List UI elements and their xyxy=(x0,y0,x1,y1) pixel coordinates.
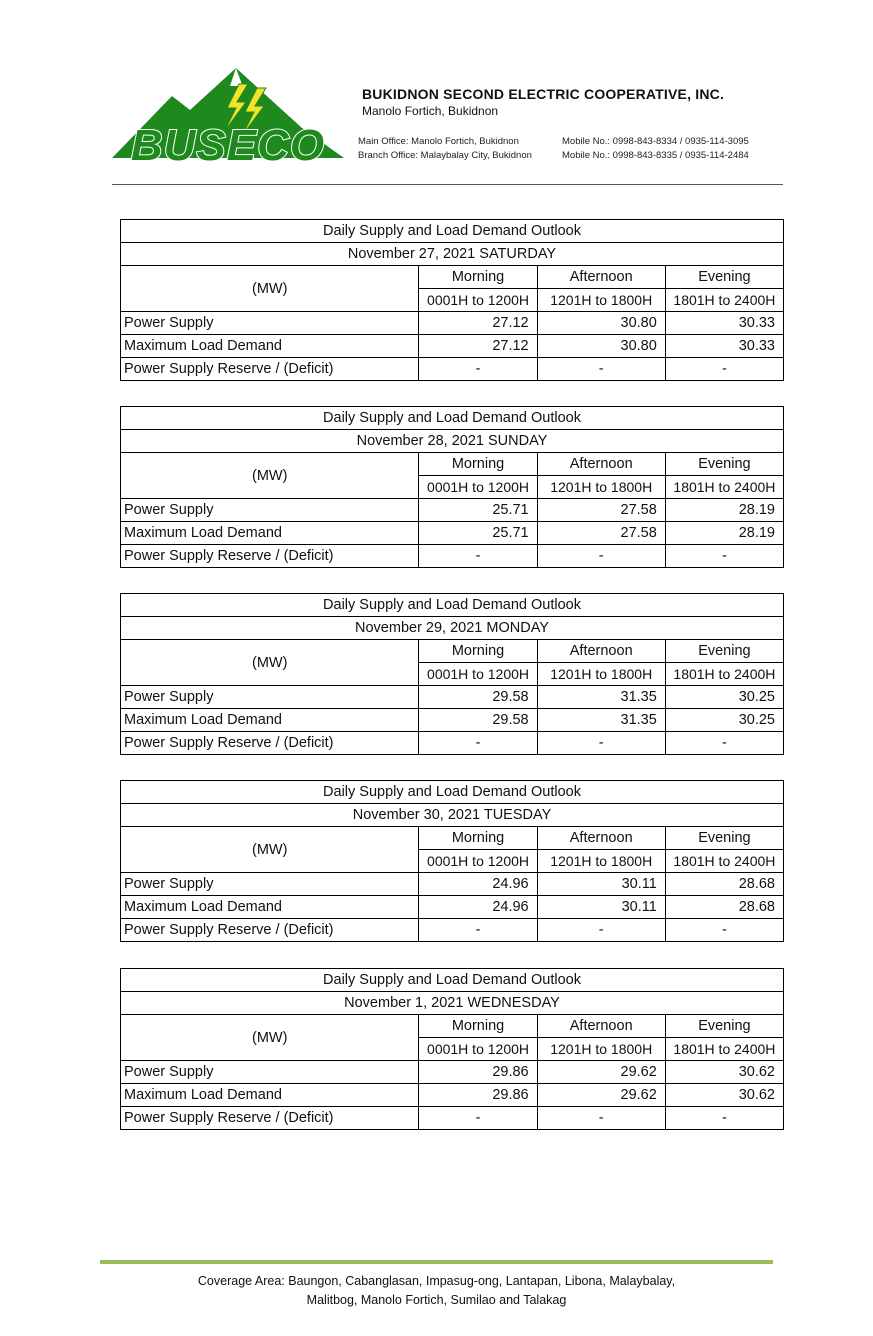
row-maximum-load-demand xyxy=(121,709,784,732)
outlook-title: Daily Supply and Load Demand Outlook xyxy=(121,781,784,804)
value-afternoon: 31.35 xyxy=(537,686,665,709)
row-power-supply xyxy=(121,873,784,896)
value-morning: 24.96 xyxy=(419,896,537,919)
row-label: Power Supply xyxy=(121,686,419,709)
value-morning: 27.12 xyxy=(419,335,537,358)
period-evening: Evening xyxy=(665,266,783,289)
row-power-supply xyxy=(121,312,784,335)
row-label: Power Supply xyxy=(121,312,419,335)
period-morning: Morning xyxy=(419,453,537,476)
value-evening: 30.33 xyxy=(665,335,783,358)
row-power-supply-reserve xyxy=(121,358,784,381)
time-morning: 0001H to 1200H xyxy=(419,663,537,686)
row-maximum-load-demand xyxy=(121,522,784,545)
branch-office-mobile: Mobile No.: 0998-843-8335 / 0935-114-2484 xyxy=(562,150,749,161)
value-morning: - xyxy=(419,545,537,568)
row-label: Power Supply Reserve / (Deficit) xyxy=(121,358,419,381)
row-power-supply-reserve xyxy=(121,732,784,755)
value-morning: - xyxy=(419,1107,537,1130)
coverage-line-2: Malitbog, Manolo Fortich, Sumilao and Talakag xyxy=(306,1293,567,1307)
value-afternoon: - xyxy=(537,919,665,942)
value-afternoon: - xyxy=(537,545,665,568)
time-evening: 1801H to 2400H xyxy=(665,850,783,873)
row-power-supply xyxy=(121,1061,784,1084)
value-afternoon: 29.62 xyxy=(537,1061,665,1084)
value-evening: - xyxy=(665,358,783,381)
coverage-line-1: Coverage Area: Baungon, Cabanglasan, Impasug-ong, Lantapan, Libona, Malaybalay, xyxy=(197,1274,676,1288)
value-morning: 29.58 xyxy=(419,686,537,709)
period-morning: Morning xyxy=(419,827,537,850)
unit-label: (MW) xyxy=(121,827,419,873)
value-morning: 29.58 xyxy=(419,709,537,732)
value-evening: 30.62 xyxy=(665,1061,783,1084)
organization-name: BUKIDNON SECOND ELECTRIC COOPERATIVE, INC. xyxy=(362,86,725,102)
value-afternoon: 30.11 xyxy=(537,873,665,896)
outlook-table xyxy=(120,593,784,755)
time-morning: 0001H to 1200H xyxy=(419,1038,537,1061)
period-afternoon: Afternoon xyxy=(537,640,665,663)
value-evening: 28.19 xyxy=(665,499,783,522)
unit-label: (MW) xyxy=(121,1015,419,1061)
organization-location: Manolo Fortich, Bukidnon xyxy=(362,104,499,118)
main-office-contact xyxy=(358,136,749,147)
row-label: Maximum Load Demand xyxy=(121,522,419,545)
time-afternoon: 1201H to 1800H xyxy=(537,850,665,873)
row-maximum-load-demand xyxy=(121,1084,784,1107)
outlook-table xyxy=(120,219,784,381)
row-maximum-load-demand xyxy=(121,335,784,358)
branch-office-contact xyxy=(358,150,749,161)
footer-divider xyxy=(100,1260,773,1264)
value-morning: 29.86 xyxy=(419,1061,537,1084)
time-afternoon: 1201H to 1800H xyxy=(537,289,665,312)
unit-label: (MW) xyxy=(121,640,419,686)
row-label: Power Supply xyxy=(121,873,419,896)
time-afternoon: 1201H to 1800H xyxy=(537,1038,665,1061)
value-morning: 27.12 xyxy=(419,312,537,335)
period-afternoon: Afternoon xyxy=(537,827,665,850)
value-morning: 29.86 xyxy=(419,1084,537,1107)
outlook-date: November 27, 2021 SATURDAY xyxy=(121,243,784,266)
value-morning: - xyxy=(419,358,537,381)
row-label: Power Supply Reserve / (Deficit) xyxy=(121,732,419,755)
row-maximum-load-demand xyxy=(121,896,784,919)
value-evening: 30.33 xyxy=(665,312,783,335)
period-morning: Morning xyxy=(419,640,537,663)
time-evening: 1801H to 2400H xyxy=(665,289,783,312)
buseco-logo xyxy=(112,66,344,164)
value-morning: - xyxy=(419,919,537,942)
value-evening: - xyxy=(665,732,783,755)
value-afternoon: 29.62 xyxy=(537,1084,665,1107)
outlook-table xyxy=(120,406,784,568)
value-evening: 30.25 xyxy=(665,709,783,732)
time-morning: 0001H to 1200H xyxy=(419,850,537,873)
value-afternoon: - xyxy=(537,358,665,381)
time-morning: 0001H to 1200H xyxy=(419,289,537,312)
value-afternoon: - xyxy=(537,732,665,755)
time-afternoon: 1201H to 1800H xyxy=(537,663,665,686)
outlook-title: Daily Supply and Load Demand Outlook xyxy=(121,594,784,617)
value-morning: 24.96 xyxy=(419,873,537,896)
period-morning: Morning xyxy=(419,1015,537,1038)
time-evening: 1801H to 2400H xyxy=(665,663,783,686)
period-afternoon: Afternoon xyxy=(537,1015,665,1038)
header-divider xyxy=(112,184,783,185)
unit-label: (MW) xyxy=(121,266,419,312)
time-morning: 0001H to 1200H xyxy=(419,476,537,499)
time-evening: 1801H to 2400H xyxy=(665,476,783,499)
value-evening: - xyxy=(665,919,783,942)
period-evening: Evening xyxy=(665,453,783,476)
period-evening: Evening xyxy=(665,827,783,850)
row-label: Power Supply xyxy=(121,499,419,522)
time-afternoon: 1201H to 1800H xyxy=(537,476,665,499)
branch-office-label: Branch Office: Malaybalay City, Bukidnon xyxy=(358,150,532,161)
period-evening: Evening xyxy=(665,640,783,663)
row-label: Power Supply Reserve / (Deficit) xyxy=(121,545,419,568)
value-evening: 28.19 xyxy=(665,522,783,545)
value-morning: 25.71 xyxy=(419,499,537,522)
outlook-table xyxy=(120,780,784,942)
value-afternoon: 30.80 xyxy=(537,335,665,358)
logo-text: BUSECO xyxy=(130,121,326,164)
value-morning: - xyxy=(419,732,537,755)
outlook-title: Daily Supply and Load Demand Outlook xyxy=(121,407,784,430)
row-label: Maximum Load Demand xyxy=(121,896,419,919)
row-label: Maximum Load Demand xyxy=(121,1084,419,1107)
outlook-date: November 1, 2021 WEDNESDAY xyxy=(121,992,784,1015)
value-evening: - xyxy=(665,545,783,568)
value-afternoon: - xyxy=(537,1107,665,1130)
value-afternoon: 27.58 xyxy=(537,522,665,545)
row-label: Power Supply Reserve / (Deficit) xyxy=(121,919,419,942)
outlook-title: Daily Supply and Load Demand Outlook xyxy=(121,969,784,992)
outlook-date: November 29, 2021 MONDAY xyxy=(121,617,784,640)
value-evening: 30.25 xyxy=(665,686,783,709)
main-office-label: Main Office: Manolo Fortich, Bukidnon xyxy=(358,136,519,147)
value-evening: 30.62 xyxy=(665,1084,783,1107)
time-evening: 1801H to 2400H xyxy=(665,1038,783,1061)
value-evening: - xyxy=(665,1107,783,1130)
value-afternoon: 30.80 xyxy=(537,312,665,335)
period-afternoon: Afternoon xyxy=(537,453,665,476)
row-label: Power Supply Reserve / (Deficit) xyxy=(121,1107,419,1130)
row-power-supply xyxy=(121,686,784,709)
main-office-mobile: Mobile No.: 0998-843-8334 / 0935-114-3095 xyxy=(562,136,749,147)
value-evening: 28.68 xyxy=(665,873,783,896)
value-afternoon: 30.11 xyxy=(537,896,665,919)
value-afternoon: 27.58 xyxy=(537,499,665,522)
period-morning: Morning xyxy=(419,266,537,289)
row-power-supply-reserve xyxy=(121,919,784,942)
value-afternoon: 31.35 xyxy=(537,709,665,732)
period-evening: Evening xyxy=(665,1015,783,1038)
row-power-supply xyxy=(121,499,784,522)
value-evening: 28.68 xyxy=(665,896,783,919)
outlook-title: Daily Supply and Load Demand Outlook xyxy=(121,220,784,243)
coverage-area xyxy=(100,1272,773,1310)
period-afternoon: Afternoon xyxy=(537,266,665,289)
unit-label: (MW) xyxy=(121,453,419,499)
outlook-date: November 28, 2021 SUNDAY xyxy=(121,430,784,453)
row-label: Maximum Load Demand xyxy=(121,335,419,358)
value-morning: 25.71 xyxy=(419,522,537,545)
row-label: Power Supply xyxy=(121,1061,419,1084)
row-power-supply-reserve xyxy=(121,1107,784,1130)
row-label: Maximum Load Demand xyxy=(121,709,419,732)
outlook-date: November 30, 2021 TUESDAY xyxy=(121,804,784,827)
row-power-supply-reserve xyxy=(121,545,784,568)
outlook-table xyxy=(120,968,784,1130)
